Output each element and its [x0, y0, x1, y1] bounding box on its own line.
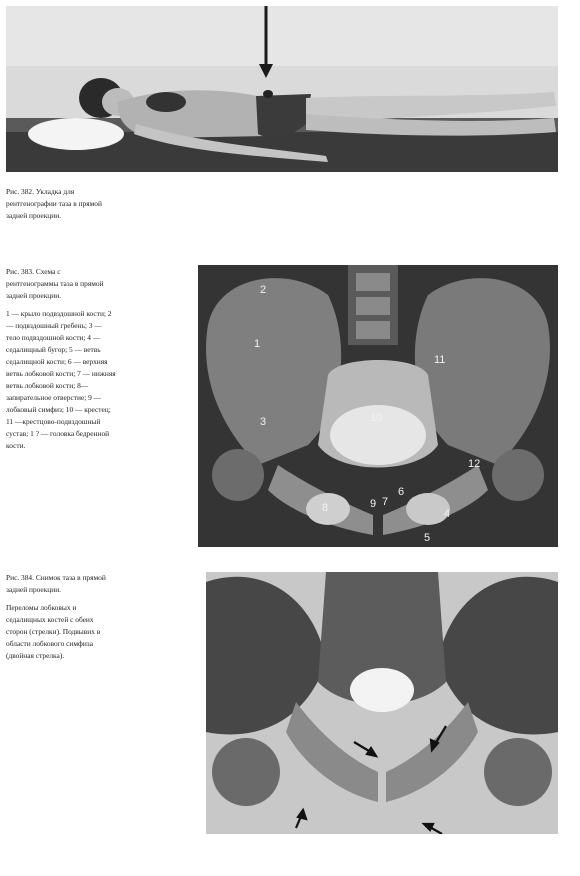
label-8: 8: [322, 502, 329, 514]
label-3: 3: [260, 416, 267, 428]
pelvis-radiograph-schema: [198, 265, 558, 547]
label-5: 5: [424, 532, 431, 544]
label-6: 6: [398, 486, 405, 498]
label-9: 9: [370, 498, 377, 510]
pelvis-fracture-radiograph: [206, 572, 558, 834]
figure-384-caption-body: Переломы лобковых и седалищных костей с обеих сторон (стрелки). Подвывих в области лобкового симфиза (двойная стрелка).: [6, 603, 101, 660]
label-7: 7: [382, 496, 389, 508]
positioning-photo: [6, 6, 558, 172]
label-12: 12: [468, 458, 481, 470]
figure-383-caption-title: Рис. 383. Схема с рентгенограммы таза в прямой задней проекции.: [6, 267, 104, 300]
figure-382-caption: Рис. 382. Укладка для рентгенографии таза в прямой задней проекции.: [6, 187, 102, 220]
figure-384-caption-title: Рис. 384. Снимок таза в прямой задней проекции.: [6, 573, 106, 594]
label-11: 11: [434, 354, 446, 366]
label-2: 2: [260, 284, 267, 296]
label-4: 4: [444, 508, 451, 520]
label-10: 10: [370, 412, 383, 424]
label-1: 1: [254, 338, 261, 350]
figure-383-caption-body: 1 — крыло подвздошной кости; 2 — подвздошный гребень; 3 — тело подвздошной кости; 4 — седалищный бугор; 5 — ветвь седалищной кости; 6 — верхняя ветвь лобковой кости; 7 — нижняя ветвь лобковой кости; 8— запирательное отверстие; 9 — лобковый симфиз; 10 — крестец; 11 —крестцово-подвздошный сустав; 1 ? — головка бедренной кости.: [6, 309, 116, 450]
